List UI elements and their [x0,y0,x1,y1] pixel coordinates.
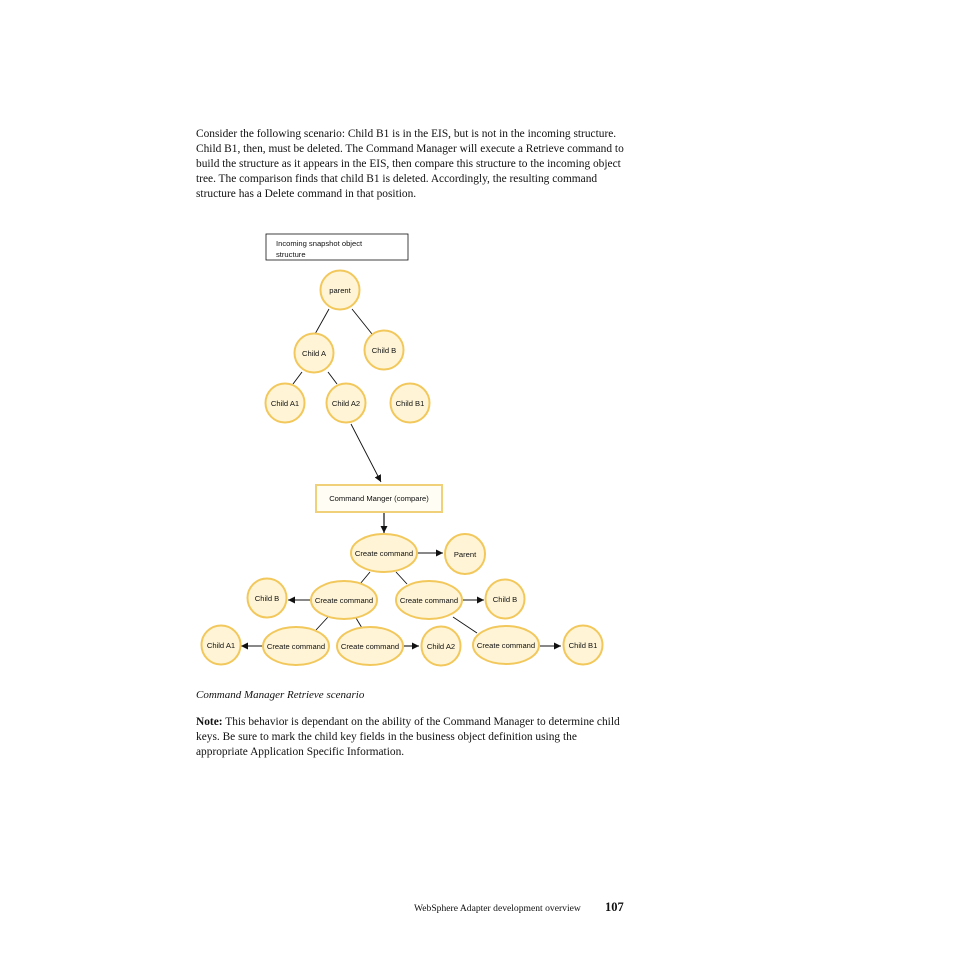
incoming-structure-label-box [266,234,408,260]
arrow-to-command-manager [351,424,381,482]
node-child-a [295,334,334,373]
node-result-child-a2 [422,627,461,666]
svg-text:Create command: Create command [340,642,400,651]
node-child-b1 [391,384,430,423]
svg-text:Create command: Create command [476,641,536,650]
edge-child-a-child-a1 [293,372,302,384]
command-manager-box [316,485,442,512]
edge-right-create-b1 [453,617,477,633]
node-child-a1 [266,384,305,423]
header-line-1: Incoming snapshot object [276,239,363,248]
node-result-parent [445,534,485,574]
node-create-a2 [337,627,403,665]
node-child-a2 [327,384,366,423]
edge-root-create-left [360,572,370,584]
svg-text:Child A: Child A [301,349,327,358]
svg-text:Child B: Child B [371,346,397,355]
svg-text:Child B: Child B [492,595,518,604]
svg-text:Create command: Create command [266,642,326,651]
note-label: Note: [196,716,223,728]
edge-parent-child-a [315,309,329,334]
note-paragraph [196,715,626,760]
svg-text:Child A2: Child A2 [331,399,361,408]
node-child-b [365,331,404,370]
svg-text:Child B1: Child B1 [395,399,425,408]
node-child-b-right [486,580,525,619]
svg-text:Create command: Create command [314,596,374,605]
edge-left-create-a2 [356,618,362,628]
svg-text:Create command: Create command [399,596,459,605]
node-result-child-b1 [564,626,603,665]
node-result-child-a1 [202,626,241,665]
edge-child-a-child-a2 [328,372,337,384]
svg-text:Child A2: Child A2 [426,642,456,651]
node-create-left [311,581,377,619]
svg-text:parent: parent [329,286,351,295]
svg-text:Child A1: Child A1 [270,399,300,408]
header-line-2: structure [276,250,306,259]
edge-left-create-a1 [316,617,328,630]
svg-text:Parent: Parent [453,550,477,559]
footer-title: WebSphere Adapter development overview [414,903,581,914]
edge-parent-child-b [352,309,372,334]
svg-text:Child B: Child B [254,594,280,603]
page-number: 107 [605,900,624,914]
svg-text:Create command: Create command [354,549,414,558]
node-create-b1 [473,626,539,664]
node-create-a1 [263,627,329,665]
note-text: This behavior is dependant on the ability of the Command Manager to determine child keys. Be sure to mark the child key fields in the business object definition using the appropriate Application Specific Information. [196,716,620,758]
figure-caption: Command Manager Retrieve scenario [196,689,365,701]
svg-text:Child B1: Child B1 [568,641,598,650]
node-create-root [351,534,417,572]
node-parent [321,271,360,310]
node-create-right [396,581,462,619]
svg-text:Command Manger (compare): Command Manger (compare) [329,494,429,503]
svg-text:Child A1: Child A1 [206,641,236,650]
intro-paragraph: Consider the following scenario: Child B1 is in the EIS, but is not in the incoming structure. Child B1, then, must be deleted. The Command Manager will execute a Retrieve command to build the structure as it appears in the EIS, then compare this structure to the incoming object tree. The comparison finds that child B1 is deleted. Accordingly, the resulting command structure has a Delete command in that position. [196,128,624,200]
edge-root-create-right [396,572,407,584]
node-child-b-left [248,579,287,618]
